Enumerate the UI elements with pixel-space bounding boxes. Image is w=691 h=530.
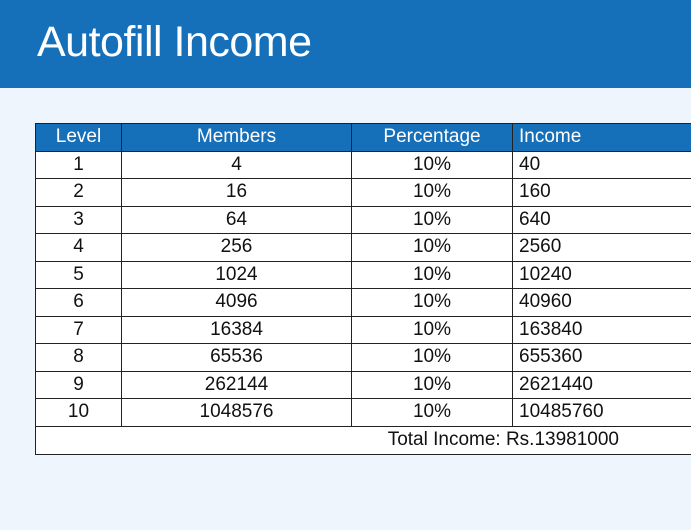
table-row: [36, 234, 691, 262]
table-row: [36, 344, 691, 372]
cell-members: 1024: [122, 261, 352, 289]
cell-income: 40: [513, 151, 691, 179]
cell-level: 1: [36, 151, 122, 179]
total-row: [36, 426, 691, 454]
cell-percentage: 10%: [352, 179, 513, 207]
page-title: Autofill Income: [37, 18, 312, 66]
table-header-row: [36, 124, 691, 152]
table-row: [36, 399, 691, 427]
cell-members: 64: [122, 206, 352, 234]
cell-income: 163840: [513, 316, 691, 344]
cell-level: 6: [36, 289, 122, 317]
table-row: [36, 261, 691, 289]
column-header-members: Members: [122, 124, 352, 152]
cell-income: 640: [513, 206, 691, 234]
cell-income: 10240: [513, 261, 691, 289]
cell-percentage: 10%: [352, 371, 513, 399]
cell-income: 2560: [513, 234, 691, 262]
cell-percentage: 10%: [352, 206, 513, 234]
cell-income: 655360: [513, 344, 691, 372]
cell-level: 8: [36, 344, 122, 372]
cell-percentage: 10%: [352, 316, 513, 344]
header-bar: [0, 0, 691, 88]
table-row: [36, 316, 691, 344]
cell-level: 7: [36, 316, 122, 344]
column-header-percentage: Percentage: [352, 124, 513, 152]
column-header-level: Level: [36, 124, 122, 152]
table-row: [36, 289, 691, 317]
column-header-income: Income: [513, 124, 691, 152]
cell-members: 256: [122, 234, 352, 262]
cell-percentage: 10%: [352, 151, 513, 179]
cell-percentage: 10%: [352, 344, 513, 372]
cell-level: 2: [36, 179, 122, 207]
cell-percentage: 10%: [352, 399, 513, 427]
cell-members: 16: [122, 179, 352, 207]
cell-members: 4: [122, 151, 352, 179]
table-row: [36, 206, 691, 234]
cell-income: 160: [513, 179, 691, 207]
cell-members: 16384: [122, 316, 352, 344]
cell-members: 4096: [122, 289, 352, 317]
cell-income: 10485760: [513, 399, 691, 427]
income-table: [35, 123, 691, 455]
table-row: [36, 151, 691, 179]
table-row: [36, 371, 691, 399]
cell-percentage: 10%: [352, 234, 513, 262]
cell-members: 1048576: [122, 399, 352, 427]
cell-level: 5: [36, 261, 122, 289]
cell-percentage: 10%: [352, 289, 513, 317]
cell-members: 65536: [122, 344, 352, 372]
cell-level: 4: [36, 234, 122, 262]
cell-members: 262144: [122, 371, 352, 399]
total-income: Total Income: Rs.13981000: [36, 426, 691, 454]
cell-level: 10: [36, 399, 122, 427]
cell-income: 40960: [513, 289, 691, 317]
table-body: [36, 151, 691, 426]
cell-level: 9: [36, 371, 122, 399]
cell-income: 2621440: [513, 371, 691, 399]
table-row: [36, 179, 691, 207]
cell-percentage: 10%: [352, 261, 513, 289]
cell-level: 3: [36, 206, 122, 234]
